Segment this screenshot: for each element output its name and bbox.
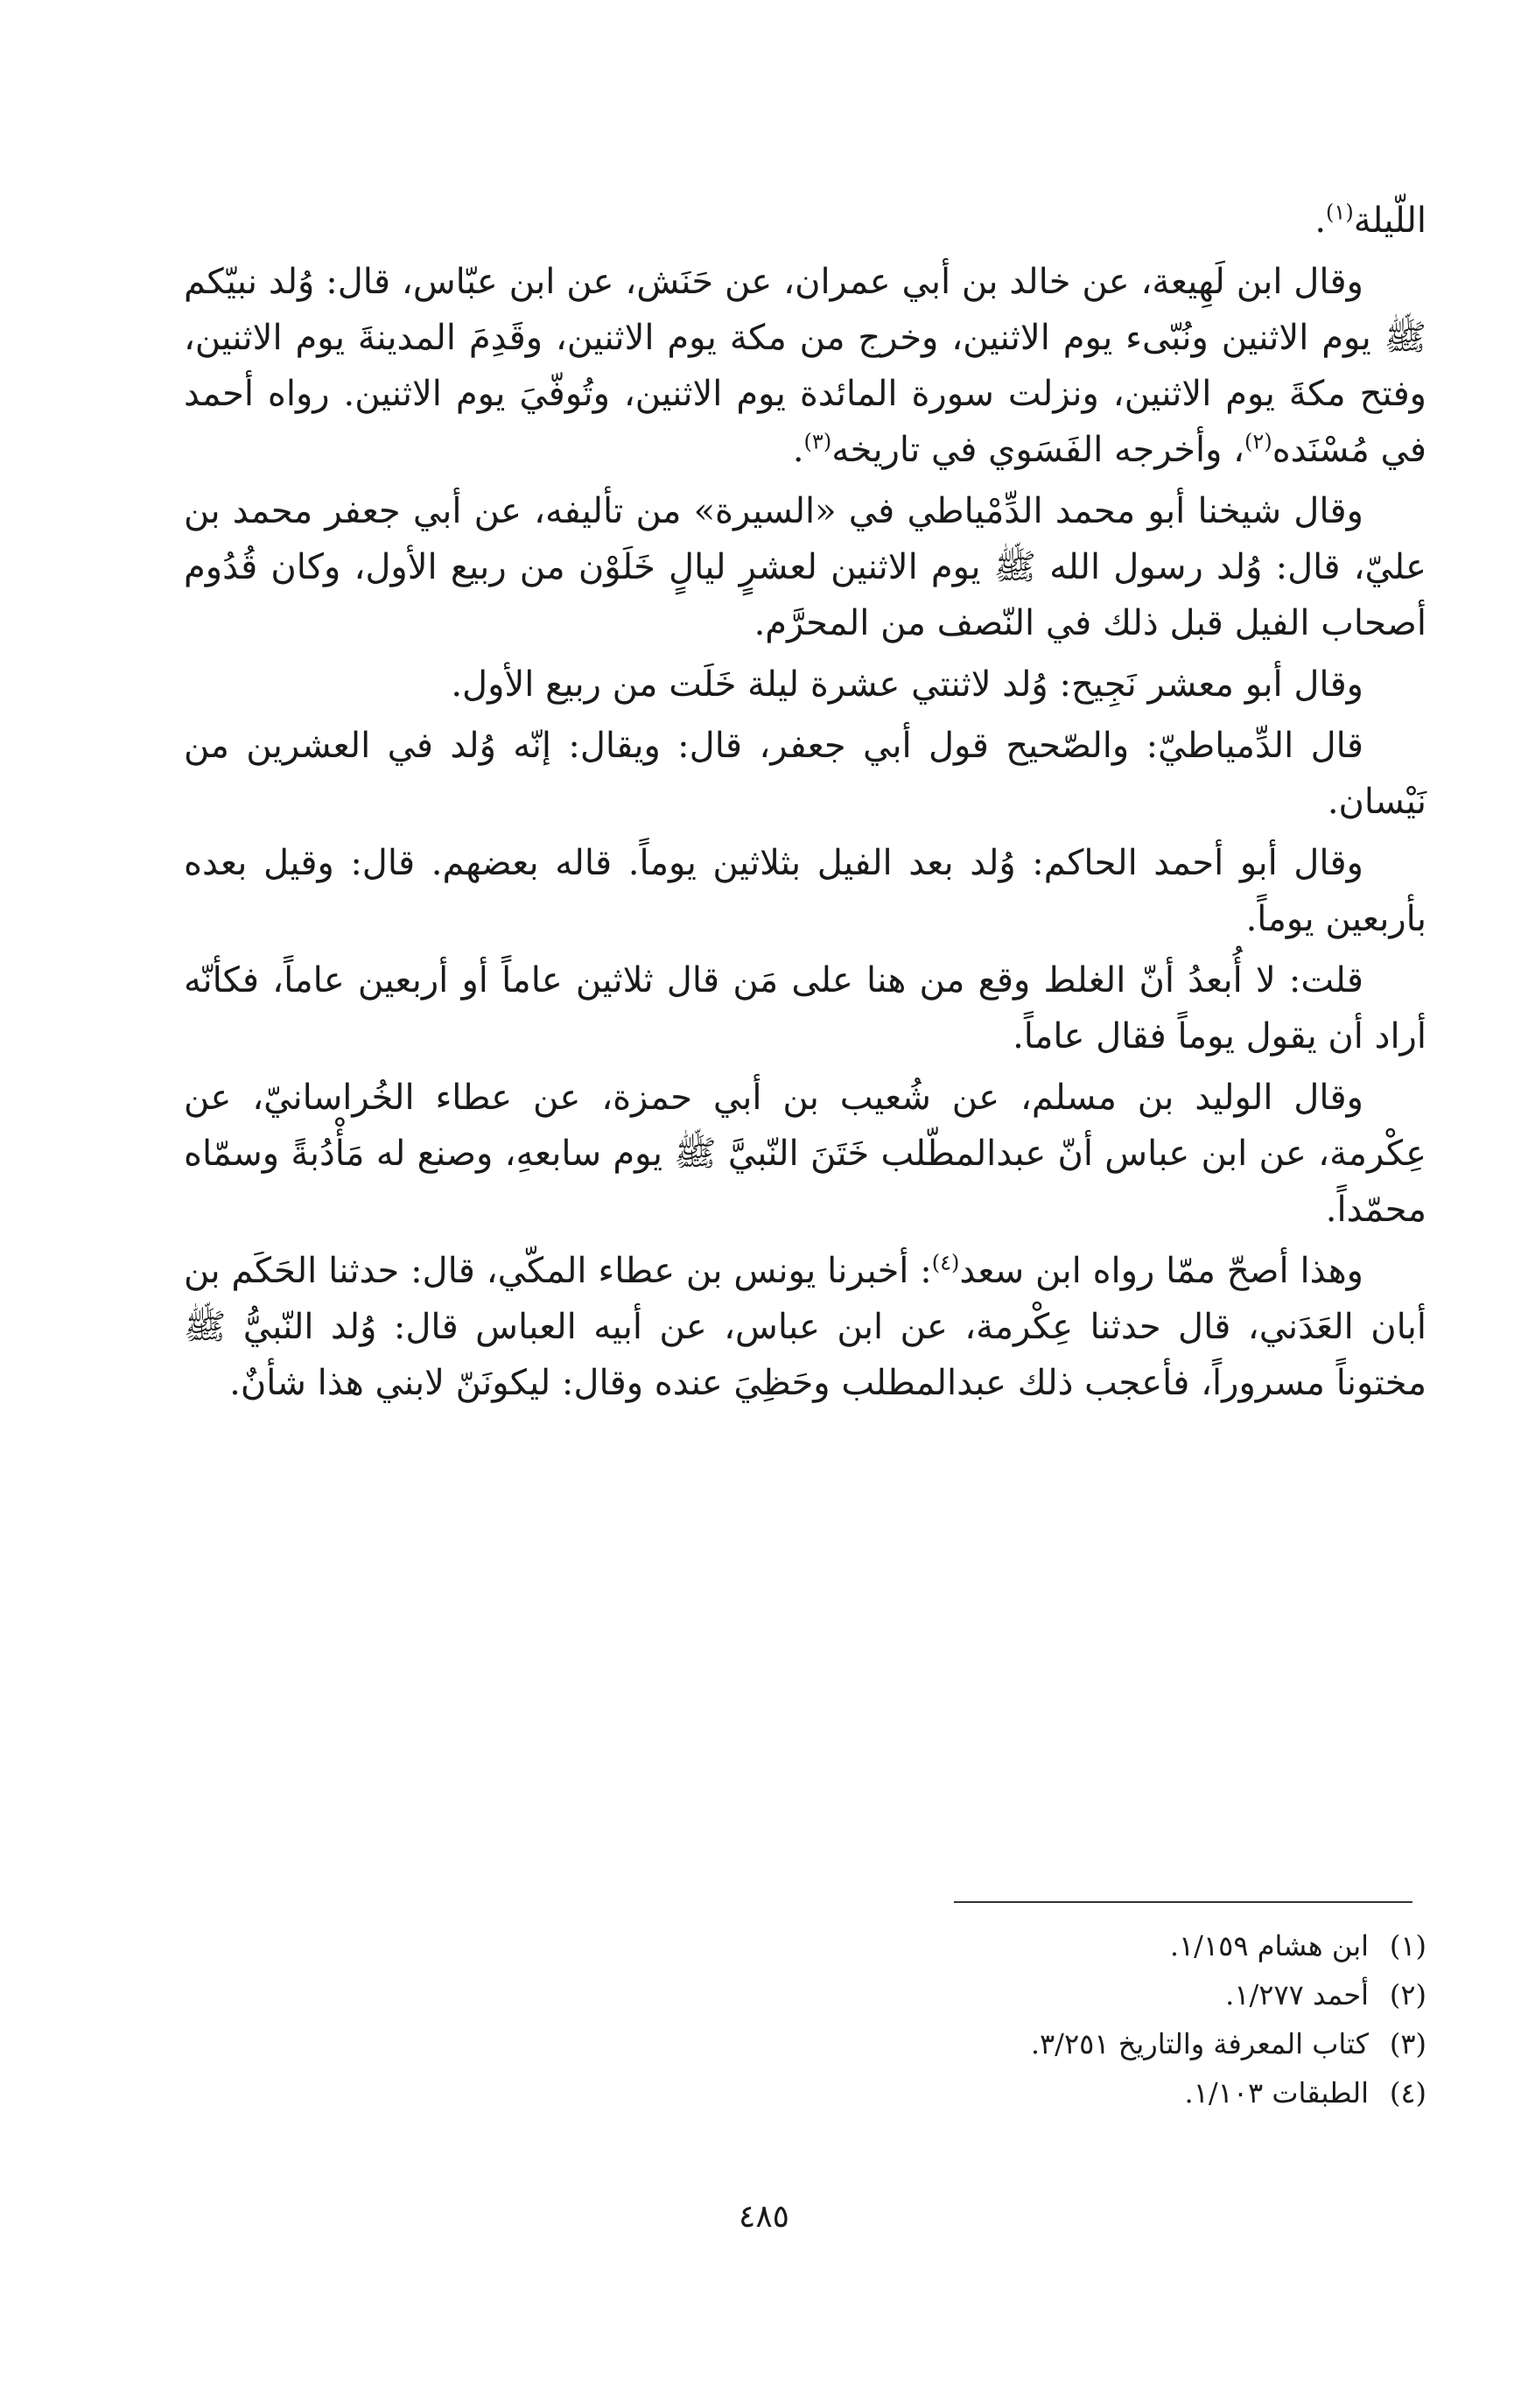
paragraph-text: اللّيلة [1353,200,1426,241]
footnote-2 [263,1970,1426,2019]
footnote-number: (٤) [1389,2076,1426,2110]
paragraph-7 [184,952,1426,1064]
paragraph-4 [184,656,1426,713]
footnote-4 [263,2068,1426,2117]
paragraph-text-tail: . [792,430,804,470]
paragraph-6 [184,835,1426,947]
footnote-ref-4: (٤) [931,1250,960,1275]
footnote-3 [263,2019,1426,2068]
paragraph-text-tail: : أخبرنا يونس بن عطاء المكّي، قال: حدثنا الحَكَم بن أبان العَدَني، قال حدثنا عِكْرمة، عن ابن عباس، عن أبيه العباس قال: وُلد النّبيُّ ﷺ مختوناً مسروراً، فأعجب ذلك عبدالمطلب وحَظِيَ عنده وقال: ليكونَنّ لابني هذا شأنٌ. [184,1251,1427,1403]
paragraph-2 [184,254,1426,478]
paragraph-text: قال الدِّمياطيّ: والصّحيح قول أبي جعفر، قال: ويقال: إنّه وُلد في العشرين من نَيْسان. [184,726,1426,822]
paragraph-text-tail: . [1314,200,1327,241]
footnote-separator [954,1901,1412,1903]
paragraph-3 [184,483,1426,651]
paragraph-text: وقال شيخنا أبو محمد الدِّمْياطي في «السيرة» من تأليفه، عن أبي جعفر محمد بن عليّ، قال: وُلد رسول الله ﷺ يوم الاثنين لعشرٍ ليالٍ خَلَوْن من ربيع الأول، وكان قُدُوم أصحاب الفيل قبل ذلك في النّصف من المحرَّم. [184,491,1426,643]
paragraph-8 [184,1070,1426,1238]
paragraph-5 [184,718,1426,830]
paragraph-text: وهذا أصحّ ممّا رواه ابن سعد [959,1251,1363,1291]
footnotes [263,1921,1426,2117]
footnote-ref-3: (٣) [803,429,832,454]
footnote-ref-1: (١) [1326,200,1354,225]
paragraph-text: وقال ابن لَهِيعة، عن خالد بن أبي عمران، عن حَنَش، عن ابن عبّاس، قال: وُلد نبيّكم ﷺ يوم الاثنين ونُبّىء يوم الاثنين، وخرج من مكة يوم الاثنين، وقَدِمَ المدينةَ يوم الاثنين، وفتح مكةَ يوم الاثنين، ونزلت سورة المائدة يوم الاثنين، وتُوفّيَ يوم الاثنين. رواه أحمد في مُسْنَده [184,262,1427,470]
paragraph-text: وقال أبو أحمد الحاكم: وُلد بعد الفيل بثلاثين يوماً. قاله بعضهم. قال: وقيل بعده بأربعين يوماً. [184,843,1426,939]
footnote-number: (١) [1389,1929,1426,1962]
paragraph-1 [184,193,1426,249]
paragraph-text: وقال أبو معشر نَجِيح: وُلد لاثنتي عشرة ليلة خَلَت من ربيع الأول. [451,664,1363,705]
footnote-1 [263,1921,1426,1970]
paragraph-text: وقال الوليد بن مسلم، عن شُعيب بن أبي حمزة، عن عطاء الخُراسانيّ، عن عِكْرمة، عن ابن عباس أنّ عبدالمطّلب خَتَنَ النّبيَّ ﷺ يوم سابعهِ، وصنع له مَأْدُبةً وسمّاه محمّداً. [184,1078,1426,1230]
paragraph-text-middle: ، وأخرجه الفَسَوي في تاريخه [831,430,1245,470]
footnote-text: أحمد ١/٢٧٧. [1225,1978,1369,2011]
page-number: ٤٨٥ [738,2199,789,2235]
footnote-text: كتاب المعرفة والتاريخ ٣/٢٥١. [1030,2027,1369,2060]
footnote-ref-2: (٢) [1244,429,1272,454]
footnote-number: (٢) [1389,1978,1426,2011]
footnote-text: الطبقات ١/١٠٣. [1184,2076,1369,2110]
footnote-text: ابن هشام ١/١٥٩. [1169,1929,1369,1962]
footnote-number: (٣) [1389,2027,1426,2060]
paragraph-text: قلت: لا أُبعدُ أنّ الغلط وقع من هنا على مَن قال ثلاثين عاماً أو أربعين عاماً، فكأنّه أراد أن يقول يوماً فقال عاماً. [184,960,1426,1057]
main-text [184,193,1426,1416]
paragraph-9 [184,1243,1426,1411]
